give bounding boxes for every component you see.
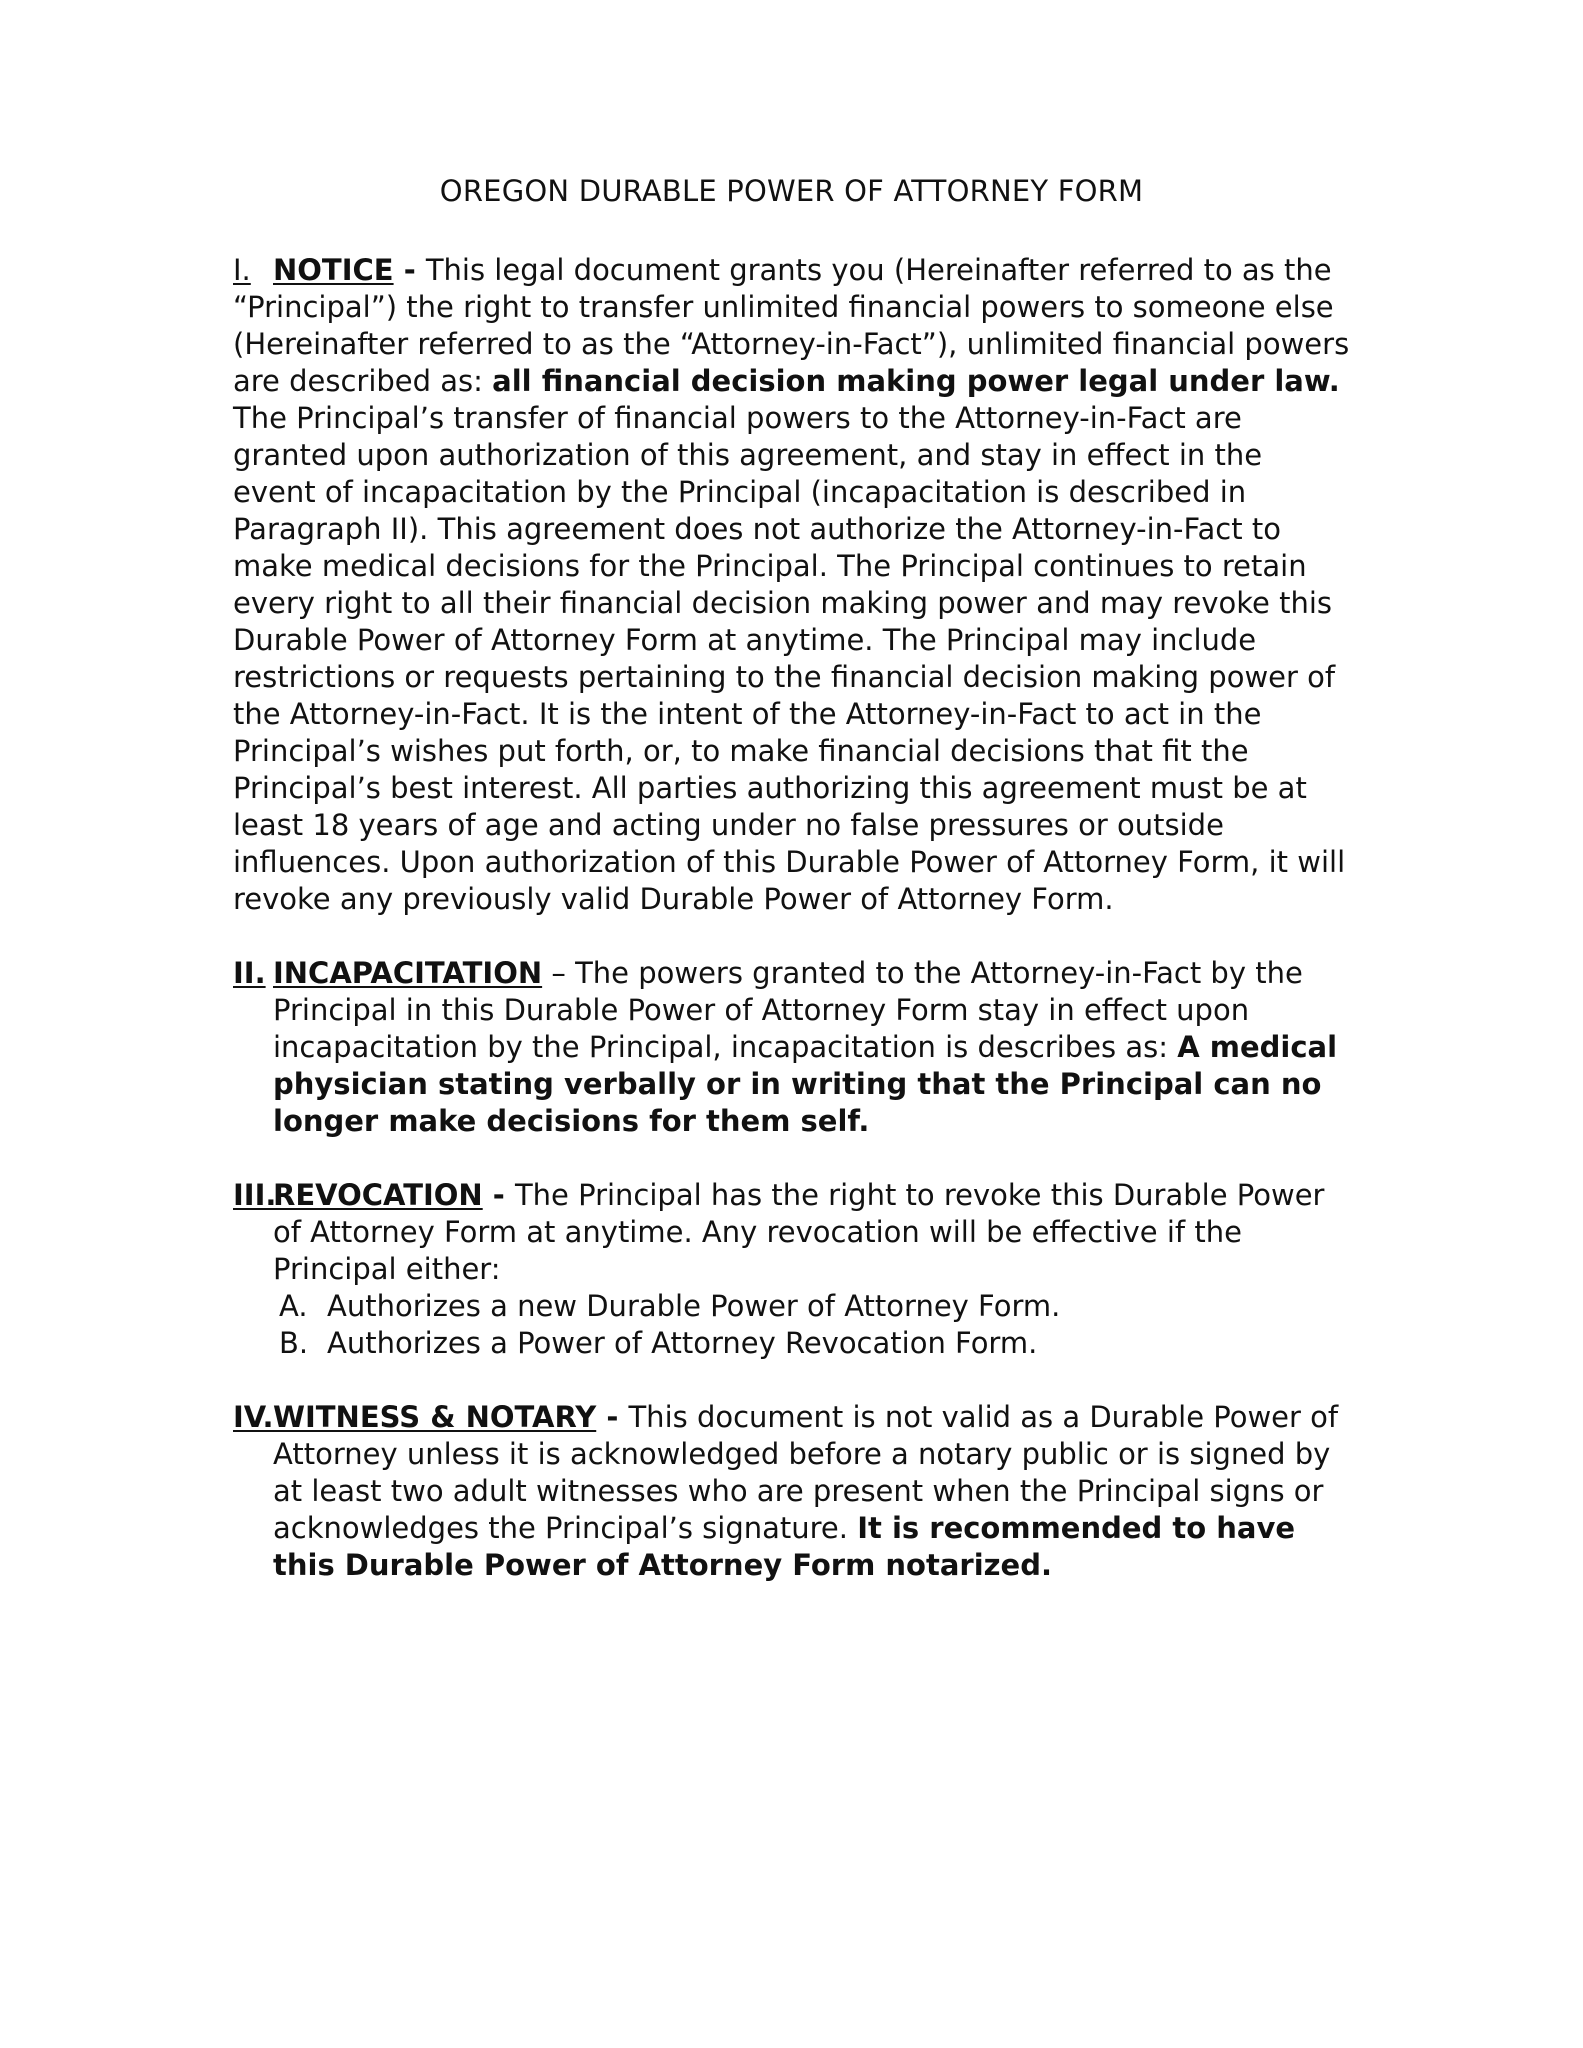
list-item-text: Authorizes a new Durable Power of Attorney Form. <box>327 1289 1061 1323</box>
section-heading: REVOCATION <box>273 1178 483 1212</box>
section-witness-notary <box>233 1399 1353 1584</box>
section-text: The Principal’s transfer of financial powers to the Attorney-in-Fact are granted upon authorization of this agreement, and stay in effect in the event of incapacitation by the Principal (incapacitation is described in Paragraph II). This agreement does not authorize the Attorney-in-Fact to make medical decisions for the Principal. The Principal continues to retain every right to all their financial decision making power and may revoke this Durable Power of Attorney Form at anytime. The Principal may include restrictions or requests pertaining to the financial decision making power of the Attorney-in-Fact. It is the intent of the Attorney-in-Fact to act in the Principal’s wishes put forth, or, to make financial decisions that fit the Principal’s best interest. All parties authorizing this agreement must be at least 18 years of age and acting under no false pressures or outside influences. Upon authorization of this Durable Power of Attorney Form, it will revoke any previously valid Durable Power of Attorney Form. <box>233 401 1346 916</box>
section-text: This document is not valid as a Durable Power of Attorney unless it is acknowledged before a notary public or is signed by at least two adult witnesses who are present when the Principal signs or acknowledges the Principal’s signature. <box>273 1400 1339 1545</box>
section-incapacitation <box>233 955 1353 1140</box>
section-notice <box>233 252 1353 918</box>
document-body <box>233 252 1353 1584</box>
section-heading: NOTICE <box>273 253 394 287</box>
heading-separator: - <box>393 253 426 287</box>
section-number: I. <box>233 253 251 287</box>
section-number: II. <box>233 956 266 990</box>
section-text: The Principal has the right to revoke this Durable Power of Attorney Form at anytime. Any revocation will be effective if the Principal either: <box>273 1178 1325 1286</box>
section-heading: WITNESS & NOTARY <box>273 1400 597 1434</box>
list-item <box>279 1288 1353 1325</box>
list-marker: B. <box>279 1326 309 1360</box>
section-number: III. <box>233 1178 277 1212</box>
revocation-options-list <box>273 1288 1353 1362</box>
section-text: This legal document grants you (Hereinafter referred to as the “Principal”) the right to transfer unlimited financial powers to someone else (Hereinafter referred to as the “Attorney-in-Fact”), unlimited financial powers are described as: <box>233 253 1350 398</box>
document-title: OREGON DURABLE POWER OF ATTORNEY FORM <box>439 174 1144 208</box>
section-emphasis: A medical physician stating verbally or in writing that the Principal can no longer make decisions for them self. <box>273 1030 1338 1138</box>
section-text: The powers granted to the Attorney-in-Fact by the Principal in this Durable Power of Attorney Form stay in effect upon incapacitation by the Principal, incapacitation is describes as: <box>273 956 1303 1064</box>
list-item <box>279 1325 1353 1362</box>
section-heading: INCAPACITATION <box>273 956 543 990</box>
section-emphasis: all financial decision making power legal under law. <box>492 364 1340 398</box>
section-number: IV. <box>233 1400 274 1434</box>
section-revocation <box>233 1177 1353 1362</box>
heading-separator: - <box>482 1178 515 1212</box>
list-item-text: Authorizes a Power of Attorney Revocation Form. <box>327 1326 1038 1360</box>
heading-separator: - <box>596 1400 629 1434</box>
heading-separator: – <box>542 956 576 990</box>
list-marker: A. <box>279 1289 308 1323</box>
section-emphasis: It is recommended to have this Durable Power of Attorney Form notarized. <box>273 1511 1296 1582</box>
